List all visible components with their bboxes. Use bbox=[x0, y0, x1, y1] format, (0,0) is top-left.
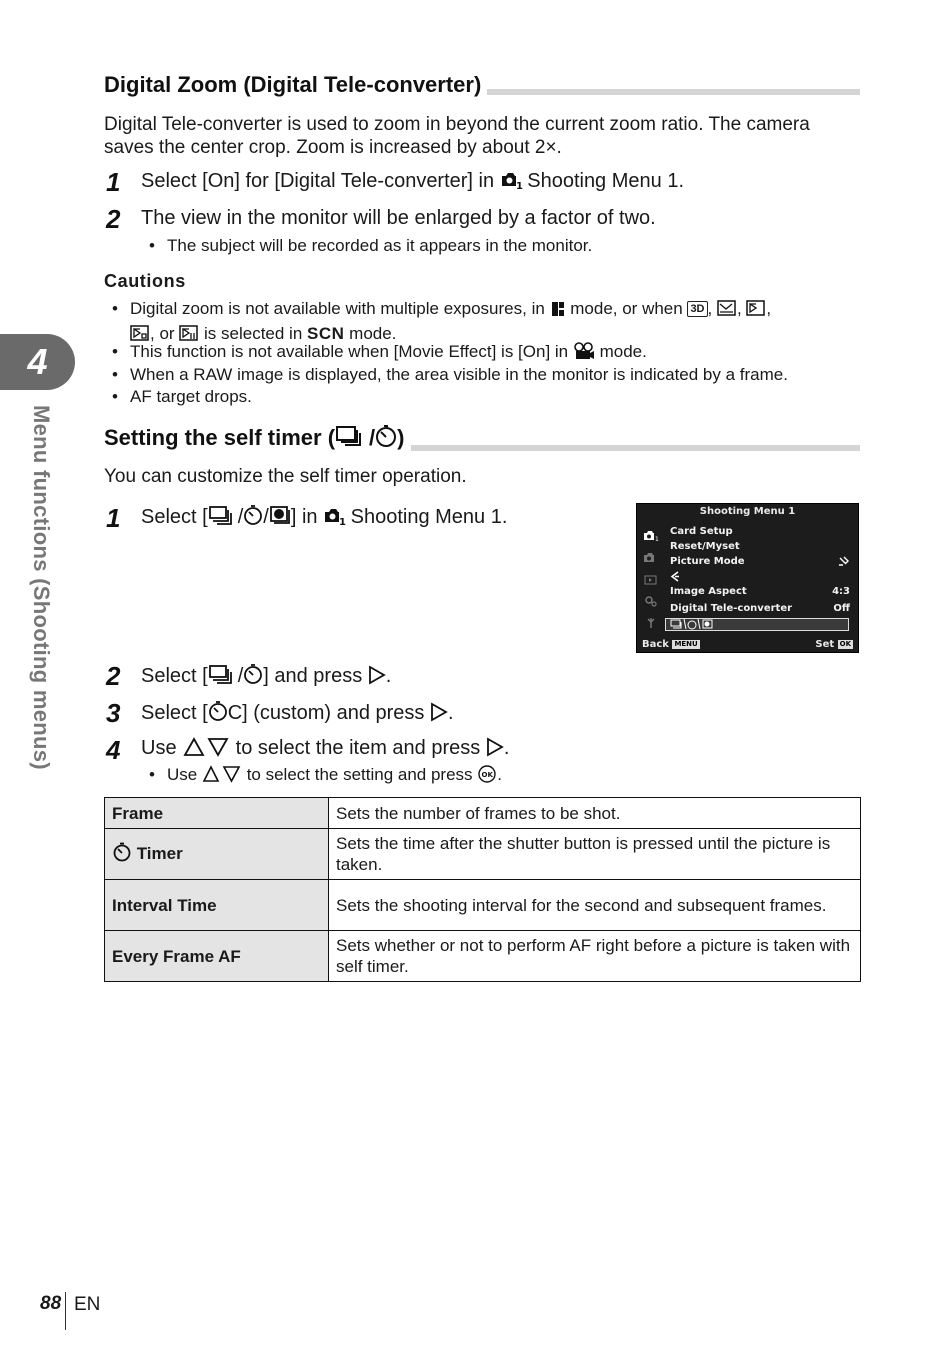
bullet-text-c: . bbox=[497, 765, 503, 784]
step-text: The view in the monitor will be enlarged by a factor of two. bbox=[141, 207, 656, 229]
lcd-title: Shooting Menu 1 bbox=[699, 506, 796, 517]
drive-mode-icon bbox=[208, 663, 238, 691]
step-number: 2 bbox=[106, 661, 121, 691]
section-heading-text: Digital Zoom (Digital Tele-converter) bbox=[104, 72, 482, 97]
caution-text: mode. bbox=[594, 342, 647, 361]
camera-icon bbox=[323, 506, 345, 532]
caution-text: , bbox=[707, 299, 717, 318]
page-number: 88 bbox=[40, 1293, 62, 1314]
lcd-back-label: Back bbox=[642, 639, 669, 650]
step-text bbox=[141, 700, 454, 728]
self-timer-icon bbox=[208, 700, 228, 728]
camera-icon bbox=[500, 170, 522, 196]
step-text-b: C] (custom) and press bbox=[227, 702, 430, 724]
lcd-row-value: Off bbox=[833, 603, 850, 614]
heading-rule bbox=[487, 89, 860, 95]
step-text: Select [ / ] and press . bbox=[141, 663, 391, 691]
step-number: 3 bbox=[106, 698, 121, 728]
step-text-b: to select the item and press bbox=[230, 737, 486, 759]
menu-key-icon: MENU bbox=[674, 640, 698, 648]
custom-timer-icon bbox=[269, 504, 291, 532]
section-heading-text: Setting the self timer ( / ) bbox=[104, 424, 405, 454]
lcd-bottom-bar bbox=[642, 639, 853, 650]
lcd-row bbox=[670, 556, 850, 567]
step-text-c: . bbox=[503, 737, 510, 759]
playback-menu-icon bbox=[643, 574, 659, 586]
table-row bbox=[105, 798, 861, 829]
bullet-text-a: Use bbox=[167, 765, 202, 784]
step-text-a: Select [ bbox=[141, 665, 208, 687]
step-number: 4 bbox=[106, 735, 121, 765]
chapter-tab: 4 bbox=[0, 334, 75, 390]
step-number: 2 bbox=[106, 204, 121, 234]
lcd-selected-row-drive-mode bbox=[665, 618, 849, 631]
table-key bbox=[105, 829, 329, 880]
lcd-row-label: Card Setup bbox=[670, 526, 733, 537]
svg-text:1: 1 bbox=[339, 517, 347, 528]
step-text-b: ] and press bbox=[263, 665, 368, 687]
section2-intro: You can customize the self timer operation. bbox=[104, 466, 467, 487]
lcd-row-label: Image Aspect bbox=[670, 586, 747, 597]
lcd-row bbox=[670, 541, 850, 552]
lcd-row bbox=[670, 603, 850, 614]
3d-mode-icon: 3D bbox=[687, 301, 707, 317]
self-timer-icon bbox=[375, 424, 397, 454]
step-text: Select [ / / ] in 1 Shooting Menu 1. bbox=[141, 504, 507, 532]
heading-prefix: Setting the self timer ( bbox=[104, 425, 336, 450]
caution-item bbox=[130, 342, 647, 365]
table-key: Every Frame AF bbox=[105, 931, 329, 982]
step-text-a: Select [ bbox=[141, 506, 208, 528]
bullet-text-b: to select the setting and press bbox=[241, 765, 478, 784]
arrow-right-icon bbox=[486, 737, 504, 763]
heading-rule bbox=[411, 445, 861, 451]
lcd-row bbox=[670, 571, 850, 585]
caution-text: is selected in bbox=[199, 324, 308, 343]
table-value: Sets the time after the shutter button is pressed until the picture is taken. bbox=[329, 829, 861, 880]
step-text bbox=[141, 170, 684, 196]
shooting-menu-2-icon bbox=[643, 552, 659, 564]
scn-mode-label: SCN bbox=[307, 324, 345, 343]
arrow-up-down-icon bbox=[182, 737, 230, 763]
svg-text:OK: OK bbox=[481, 771, 494, 779]
step-bullet bbox=[167, 765, 502, 788]
caution-text: mode, or when bbox=[565, 299, 688, 318]
table-value: Sets the number of frames to be shot. bbox=[329, 798, 861, 829]
step-text-c: . bbox=[448, 702, 454, 724]
multi-frame-icon bbox=[550, 301, 566, 323]
caution-text: , bbox=[766, 299, 772, 318]
table-key: Frame bbox=[105, 798, 329, 829]
setup-menu-icon bbox=[643, 616, 659, 628]
step-number: 1 bbox=[106, 503, 121, 533]
drive-mode-icon bbox=[335, 424, 369, 454]
table-value: Sets whether or not to perform AF right before a picture is taken with self timer. bbox=[329, 931, 861, 982]
step-text-a: Use bbox=[141, 737, 183, 759]
caution-item: • AF target drops. bbox=[130, 387, 252, 407]
caution-item bbox=[130, 298, 850, 348]
image-quality-icon bbox=[670, 571, 680, 585]
lcd-row bbox=[670, 586, 850, 597]
caution-text: Digital zoom is not available with multiple exposures, in bbox=[130, 299, 550, 318]
caution-text: , or bbox=[150, 324, 180, 343]
self-timer-settings-table bbox=[104, 797, 861, 982]
ok-button-icon bbox=[477, 765, 497, 788]
cautions-title: Cautions bbox=[104, 271, 186, 291]
svg-text:1: 1 bbox=[515, 181, 523, 192]
picture-mode-icon bbox=[838, 556, 850, 570]
step-text-a: Select [ bbox=[141, 702, 208, 724]
language-label: EN bbox=[74, 1294, 101, 1315]
step-text-c: Shooting Menu 1. bbox=[345, 506, 508, 528]
step-text bbox=[141, 737, 509, 763]
step-number: 1 bbox=[106, 167, 121, 197]
table-row bbox=[105, 829, 861, 880]
step-bullet: • The subject will be recorded as it appears in the monitor. bbox=[167, 236, 592, 256]
section-heading-self-timer bbox=[104, 424, 860, 454]
chapter-side-title: Menu functions (Shooting menus) bbox=[29, 405, 54, 770]
arrow-right-icon bbox=[430, 702, 448, 728]
table-key-text: Timer bbox=[136, 843, 183, 863]
table-row bbox=[105, 880, 861, 931]
table-value: Sets the shooting interval for the second and subsequent frames. bbox=[329, 880, 861, 931]
self-timer-icon bbox=[243, 663, 263, 691]
lcd-row-label: Picture Mode bbox=[670, 556, 745, 567]
arrow-right-icon bbox=[368, 665, 386, 691]
caution-text: This function is not available when [Movie Effect] is [On] in bbox=[130, 342, 573, 361]
step-text-b: Shooting Menu 1. bbox=[521, 170, 685, 192]
custom-menu-icon bbox=[643, 594, 659, 606]
caution-text: mode. bbox=[344, 324, 397, 343]
caution-item: • When a RAW image is displayed, the area visible in the monitor is indicated by a frame. bbox=[130, 365, 788, 385]
lcd-set-label: Set bbox=[815, 639, 835, 650]
section1-intro: Digital Tele-converter is used to zoom in beyond the current zoom ratio. The camera saves the center crop. Zoom is increased by about 2×. bbox=[104, 114, 810, 158]
arrow-up-down-icon bbox=[202, 765, 242, 788]
lcd-row-value: 4:3 bbox=[832, 586, 850, 597]
heading-suffix: ) bbox=[397, 425, 405, 450]
footer-divider bbox=[65, 1292, 66, 1330]
svg-text:1: 1 bbox=[655, 536, 659, 543]
lcd-row bbox=[670, 526, 850, 537]
lcd-set bbox=[815, 639, 853, 650]
step-text-c: . bbox=[385, 665, 392, 687]
step-text-b: ] in bbox=[290, 506, 324, 528]
self-timer-icon bbox=[243, 504, 263, 532]
ok-key-icon: OK bbox=[839, 640, 851, 648]
step-text-a: Select [On] for [Digital Tele-converter] in bbox=[141, 170, 500, 192]
panorama-icon bbox=[717, 299, 737, 323]
camera-menu-screen bbox=[636, 503, 859, 653]
caution-text: , bbox=[736, 299, 747, 318]
section-heading-digital-zoom bbox=[104, 72, 860, 98]
self-timer-icon bbox=[112, 842, 132, 867]
lcd-menu-tabs bbox=[637, 522, 665, 634]
table-key: Interval Time bbox=[105, 880, 329, 931]
table-row bbox=[105, 931, 861, 982]
shooting-menu-1-icon bbox=[643, 530, 659, 542]
lcd-row-label: Reset/Myset bbox=[670, 541, 740, 552]
scene-mode-icon bbox=[746, 299, 766, 323]
lcd-row-label: Digital Tele-converter bbox=[670, 603, 793, 614]
movie-icon bbox=[573, 342, 595, 365]
drive-mode-icon bbox=[208, 504, 238, 532]
